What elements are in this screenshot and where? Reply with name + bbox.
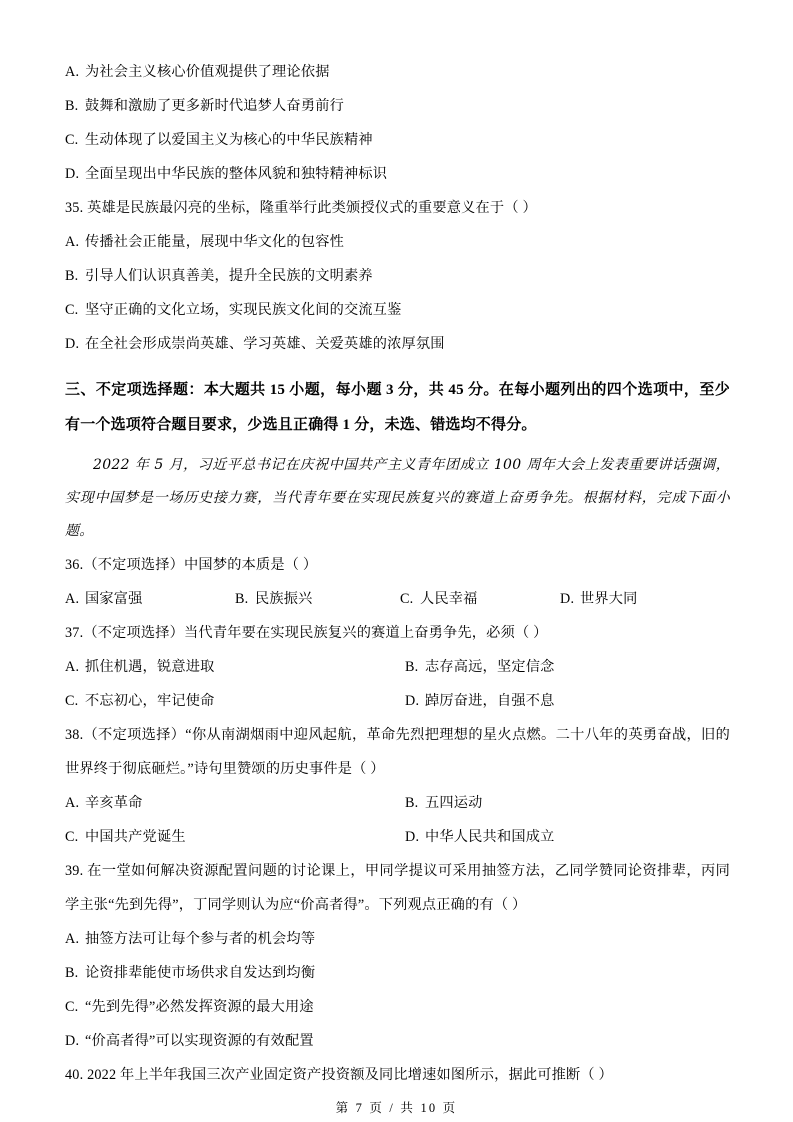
option-text: 世界大同 — [580, 591, 638, 607]
option-row — [65, 327, 730, 361]
option-row — [65, 55, 730, 89]
option-label: B. — [65, 965, 79, 981]
option-text: 不忘初心，牢记使命 — [85, 693, 215, 709]
option-label: A. — [65, 591, 80, 607]
option-grid — [65, 786, 730, 854]
question-39 — [65, 854, 730, 1058]
option-grid — [65, 650, 730, 718]
option-label: C. — [400, 591, 414, 607]
question-stem: 39. 在一堂如何解决资源配置问题的讨论课上，甲同学提议可采用抽签方法，乙同学赞同论资排辈，丙同学主张“先到先得”，丁同学则认为应“价高者得”。下列观点正确的有（ ） — [65, 863, 730, 913]
option-row — [65, 820, 405, 854]
question-stem: 40. 2022 年上半年我国三次产业固定资产投资额及同比增速如图所示，据此可推断（ ） — [65, 1067, 613, 1083]
option-row — [65, 1024, 730, 1058]
question-34-options — [65, 55, 730, 191]
page-footer: 第 7 页 / 共 10 页 — [335, 1101, 458, 1115]
option-label: D. — [405, 829, 420, 845]
option-text: 引导人们认识真善美，提升全民族的文明素养 — [85, 268, 373, 284]
page-content — [65, 55, 730, 1092]
question-40 — [65, 1058, 730, 1092]
option-text: 国家富强 — [85, 591, 143, 607]
option-label: C. — [65, 693, 79, 709]
option-text: 中国共产党诞生 — [85, 829, 186, 845]
option-label: C. — [65, 132, 79, 148]
option-label: B. — [235, 591, 249, 607]
option-text: 踔厉奋进，自强不息 — [425, 693, 555, 709]
option-row — [65, 650, 405, 684]
question-37 — [65, 616, 730, 718]
question-36 — [65, 548, 730, 616]
option-text: 志存高远，坚定信念 — [425, 659, 555, 675]
option-text: “先到先得”必然发挥资源的最大用途 — [85, 999, 314, 1015]
option-text: 抓住机遇，锐意进取 — [85, 659, 215, 675]
option-label: A. — [65, 931, 80, 947]
option-text: “价高者得”可以实现资源的有效配置 — [85, 1033, 314, 1049]
question-stem: 37.（不定项选择）当代青年要在实现民族复兴的赛道上奋勇争先，必须（ ） — [65, 625, 548, 641]
option-text: 鼓舞和激励了更多新时代追梦人奋勇前行 — [85, 98, 344, 114]
option-label: B. — [65, 98, 79, 114]
option-text: 抽签方法可让每个参与者的机会均等 — [85, 931, 316, 947]
option-row — [65, 123, 730, 157]
option-text: 在全社会形成崇尚英雄、学习英雄、关爱英雄的浓厚氛围 — [85, 336, 445, 352]
option-row — [405, 820, 730, 854]
question-38 — [65, 718, 730, 854]
option-label: C. — [65, 302, 79, 318]
option-text: 中华人民共和国成立 — [425, 829, 555, 845]
option-row — [65, 157, 730, 191]
option-label: B. — [405, 795, 419, 811]
section-heading: 三、不定项选择题：本大题共 15 小题，每小题 3 分，共 45 分。在每小题列出的四个选项中，至少有一个选项符合题目要求，少选且正确得 1 分，未选、错选均不得分。 — [65, 382, 730, 433]
option-row — [65, 89, 730, 123]
option-label: D. — [65, 336, 80, 352]
option-text: 全面呈现出中华民族的整体风貌和独特精神标识 — [85, 166, 388, 182]
option-label: D. — [65, 166, 80, 182]
option-row — [65, 259, 730, 293]
option-label: D. — [560, 591, 575, 607]
option-text: 辛亥革命 — [85, 795, 143, 811]
option-row — [235, 582, 400, 616]
option-text: 民族振兴 — [255, 591, 313, 607]
option-row — [560, 582, 730, 616]
option-label: B. — [65, 268, 79, 284]
option-text: 为社会主义核心价值观提供了理论依据 — [85, 64, 330, 80]
option-row — [65, 582, 235, 616]
option-row — [65, 293, 730, 327]
option-label: A. — [65, 234, 80, 250]
option-text: 五四运动 — [425, 795, 483, 811]
option-label: B. — [405, 659, 419, 675]
option-row — [65, 922, 730, 956]
option-label: A. — [65, 795, 80, 811]
option-label: A. — [65, 659, 80, 675]
option-text: 坚守正确的文化立场，实现民族文化间的交流互鉴 — [85, 302, 402, 318]
option-label: C. — [65, 829, 79, 845]
question-stem: 38.（不定项选择）“你从南湖烟雨中迎风起航，革命先烈把理想的星火点燃。二十八年的英勇奋战，旧的世界终于彻底砸烂。”诗句里赞颂的历史事件是（ ） — [65, 727, 730, 777]
option-row — [405, 786, 730, 820]
option-row — [65, 225, 730, 259]
option-label: D. — [405, 693, 420, 709]
option-text: 传播社会正能量，展现中华文化的包容性 — [85, 234, 344, 250]
option-label: C. — [65, 999, 79, 1015]
question-stem: 36.（不定项选择）中国梦的本质是（ ） — [65, 557, 318, 573]
option-label: A. — [65, 64, 80, 80]
option-text: 生动体现了以爱国主义为核心的中华民族精神 — [85, 132, 373, 148]
question-stem: 35. 英雄是民族最闪亮的坐标，隆重举行此类颁授仪式的重要意义在于（ ） — [65, 200, 537, 216]
option-text: 论资排辈能使市场供求自发达到均衡 — [85, 965, 316, 981]
option-row — [65, 990, 730, 1024]
option-text: 人民幸福 — [420, 591, 478, 607]
option-row — [65, 956, 730, 990]
question-35 — [65, 191, 730, 361]
option-label: D. — [65, 1033, 80, 1049]
option-row — [65, 684, 405, 718]
option-row — [65, 786, 405, 820]
option-row — [400, 582, 560, 616]
material-paragraph: 2022 年 5 月，习近平总书记在庆祝中国共产主义青年团成立 100 周年大会上发表重要讲话强调，实现中国梦是一场历史接力赛，当代青年要在实现民族复兴的赛道上奋勇争先。根据材料，完成下面小题。 — [65, 457, 730, 539]
option-grid — [65, 582, 730, 616]
option-row — [405, 684, 730, 718]
option-row — [405, 650, 730, 684]
